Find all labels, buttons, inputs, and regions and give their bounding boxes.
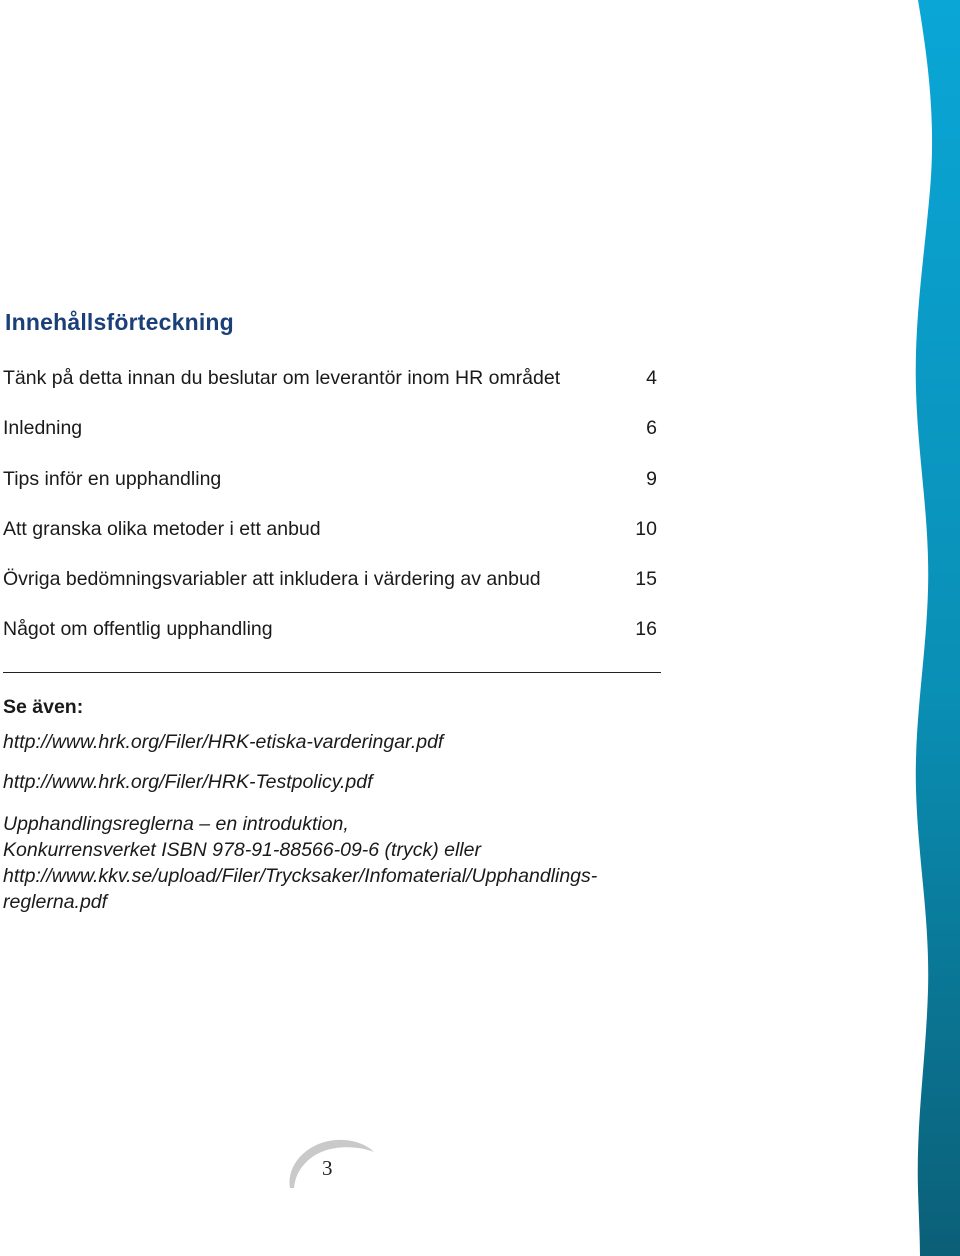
reference-procurement-rules [3,811,673,915]
toc-list [3,367,660,669]
toc-entry-page: 10 [635,517,657,540]
section-divider [3,672,661,673]
toc-entry-label: Övriga bedömningsvariabler att inkludera i värdering av anbud [3,568,541,591]
reference-line: Upphandlingsreglerna – en introduktion, [3,813,349,835]
toc-entry [3,618,660,668]
page-number-badge [284,1134,376,1194]
decorative-side-band [900,0,960,1256]
toc-entry [3,367,660,417]
toc-entry-label: Att granska olika metoder i ett anbud [3,517,321,540]
toc-entry-label: Tips inför en upphandling [3,467,222,490]
toc-entry [3,518,660,568]
toc-entry-page: 6 [646,417,657,440]
toc-entry-page: 16 [635,618,657,641]
toc-entry-page: 9 [646,467,657,490]
toc-entry-label: Inledning [3,417,83,440]
reference-link-kkv-continued[interactable]: reglerna.pdf [3,891,108,913]
toc-entry-page: 4 [646,367,657,389]
toc-entry-page: 15 [635,568,657,591]
reference-link-testpolicy[interactable]: http://www.hrk.org/Filer/HRK-Testpolicy.pdf [3,771,373,793]
reference-line: Konkurrensverket ISBN 978-91-88566-09-6 (tryck) eller [3,839,481,861]
page-number: 3 [322,1156,333,1180]
toc-entry [3,417,660,467]
toc-entry-label: Något om offentlig upphandling [3,618,273,641]
toc-entry [3,468,660,518]
toc-title: Innehållsförteckning [5,309,234,335]
reference-link-kkv[interactable]: http://www.kkv.se/upload/Filer/Trycksaker/Infomaterial/Upphandlings- [3,865,598,887]
see-also-heading: Se även: [3,696,84,718]
toc-entry-label: Tänk på detta innan du beslutar om leverantör inom HR området [3,367,561,389]
toc-entry [3,568,660,618]
reference-link-ethics[interactable]: http://www.hrk.org/Filer/HRK-etiska-varderingar.pdf [3,731,444,753]
